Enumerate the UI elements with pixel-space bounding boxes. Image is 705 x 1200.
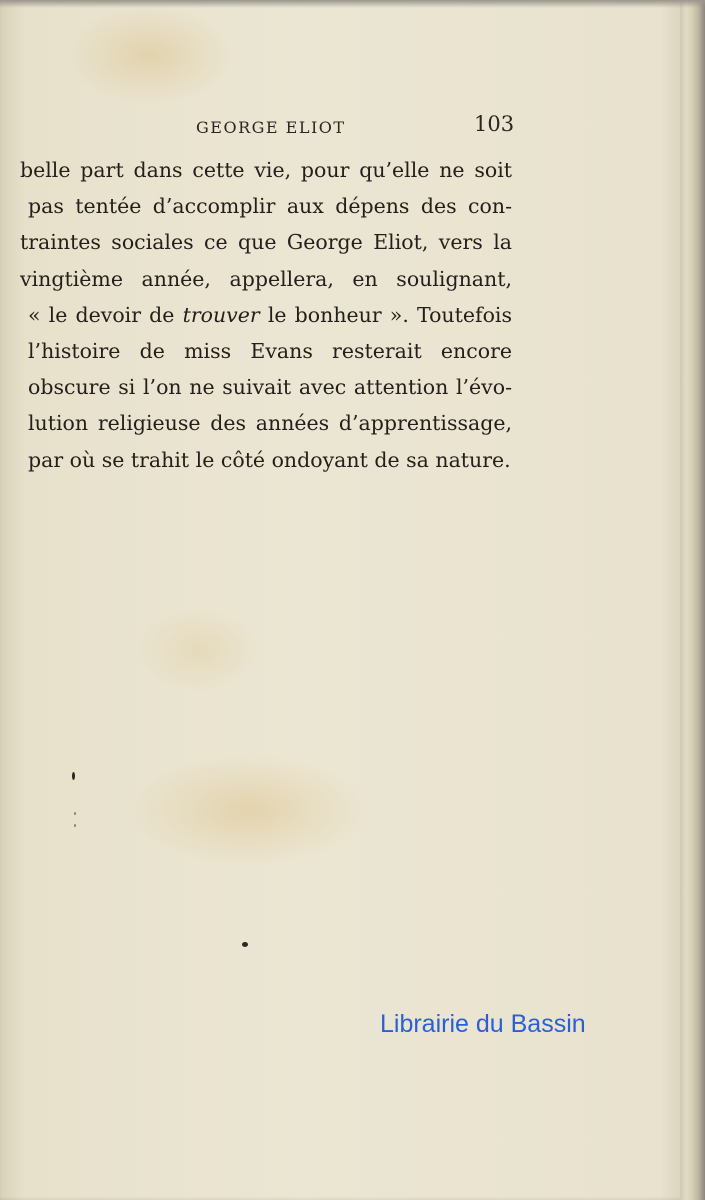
text-line: l’histoire de miss Evans resterait encore — [28, 338, 512, 363]
text-line: pas tentée d’accomplir aux dépens des con- — [28, 194, 512, 219]
ink-speck — [74, 812, 76, 815]
body-text — [20, 152, 512, 478]
text-line: traintes sociales ce que George Eliot, vers la — [20, 230, 512, 255]
text-line: lution religieuse des années d’apprentissage, — [28, 411, 512, 436]
running-title: GEORGE ELIOT — [196, 118, 346, 137]
ink-speck — [72, 772, 75, 780]
text-segment: « le devoir de — [28, 302, 183, 327]
page-top-shadow — [0, 0, 705, 8]
text-line: par où se trahit le côté ondoyant de sa nature. — [28, 447, 511, 472]
page-number: 103 — [474, 112, 515, 136]
running-header — [0, 112, 690, 142]
page-edge — [680, 0, 705, 1200]
ink-speck — [242, 942, 248, 947]
text-line: vingtième année, appellera, en soulignant, — [20, 266, 512, 291]
text-line — [20, 297, 512, 333]
text-line: belle part dans cette vie, pour qu’elle ne soit — [20, 158, 512, 182]
watermark-text: Librairie du Bassin — [380, 1010, 586, 1038]
text-segment: le bonheur ». Toutefois — [259, 302, 512, 327]
text-line: obscure si l’on ne suivait avec attention l’évo- — [28, 375, 512, 400]
emphasis-text: trouver — [182, 302, 260, 327]
ink-speck — [74, 824, 76, 827]
